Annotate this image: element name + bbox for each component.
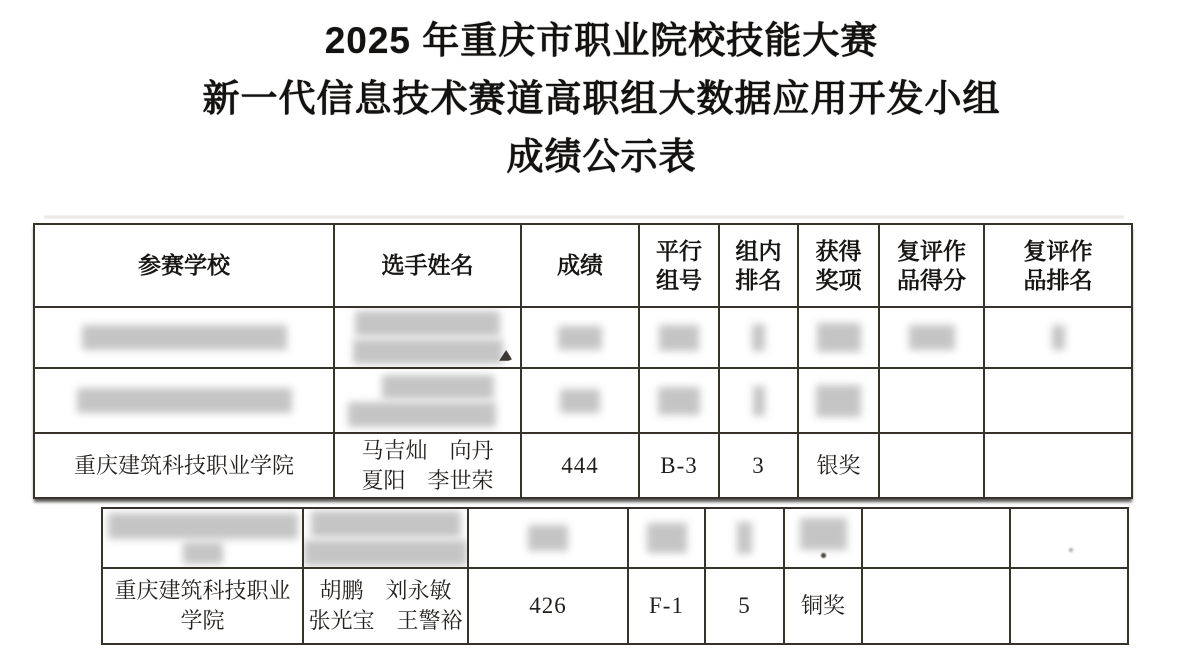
review-score-cell <box>879 368 984 433</box>
group-rank-cell <box>705 508 784 568</box>
scan-artifact-line <box>44 216 1124 218</box>
players-cell <box>334 368 521 433</box>
header-players-label: 选手姓名 <box>381 252 474 278</box>
players-line-1: 马吉灿 向丹 <box>361 437 494 463</box>
parallel-group-cell <box>639 307 719 368</box>
header-cell-school <box>34 224 334 307</box>
award-cell <box>798 368 879 433</box>
header-cell-review-score: 复评作 品得分 <box>879 224 984 307</box>
header-score-label: 成绩 <box>557 252 603 278</box>
header-cell-players <box>334 224 521 307</box>
school-name-line-1: 重庆建筑科技职业 <box>114 578 291 603</box>
review-score-cell <box>862 568 1010 644</box>
players-cell <box>303 508 468 568</box>
document-title <box>0 12 1203 186</box>
results-table-segment-1 <box>33 223 1133 499</box>
table-row-redacted-2 <box>34 368 1132 433</box>
award-cell: 铜奖 <box>784 568 862 644</box>
header-cell-group-rank: 组内 排名 <box>719 224 798 307</box>
group-rank-cell: 5 <box>705 568 784 644</box>
table-row-redacted-1 <box>34 307 1132 368</box>
review-score-cell <box>879 307 984 368</box>
table-row-bronze-award <box>102 568 1128 644</box>
review-rank-cell <box>984 368 1132 433</box>
header-cell-review-rank: 复评作 品排名 <box>984 224 1132 307</box>
school-cell <box>34 368 334 433</box>
players-cell <box>334 307 521 368</box>
header-cell-parallel-group: 平行 组号 <box>639 224 719 307</box>
group-rank-cell <box>719 368 798 433</box>
school-name-line-2: 学院 <box>180 608 225 633</box>
table-row-redacted-3 <box>102 508 1128 568</box>
players-line-2: 夏阳 李世荣 <box>361 467 494 493</box>
parallel-group-cell: B-3 <box>639 433 719 498</box>
award-cell: 银奖 <box>798 433 879 498</box>
score-cell <box>521 307 639 368</box>
school-cell <box>102 568 303 644</box>
group-rank-cell: 3 <box>719 433 798 498</box>
review-rank-cell <box>1010 508 1128 568</box>
score-cell: 444 <box>521 433 639 498</box>
header-school-label: 参赛学校 <box>138 252 230 278</box>
players-cell <box>303 568 468 644</box>
score-cell <box>468 508 628 568</box>
header-cell-score <box>521 224 639 307</box>
award-cell <box>798 307 879 368</box>
header-cell-award: 获得 奖项 <box>798 224 879 307</box>
school-cell <box>102 508 303 568</box>
header-row <box>34 224 1132 307</box>
players-line-1: 胡鹏 刘永敏 <box>319 578 452 603</box>
results-table-segment-2 <box>101 507 1129 645</box>
group-rank-cell <box>719 307 798 368</box>
review-score-cell <box>879 433 984 498</box>
score-cell <box>521 368 639 433</box>
players-line-2: 张光宝 王警裕 <box>308 608 463 633</box>
school-cell <box>34 307 334 368</box>
title-line-1: 2025 年重庆市职业院校技能大赛 <box>324 20 879 61</box>
review-rank-cell <box>1010 568 1128 644</box>
dot-artifact <box>821 553 826 558</box>
school-cell <box>34 433 334 498</box>
parallel-group-cell <box>639 368 719 433</box>
review-rank-cell <box>984 307 1132 368</box>
parallel-group-cell: F-1 <box>628 568 705 644</box>
table-row-silver-award <box>34 433 1132 498</box>
players-cell <box>334 433 521 498</box>
title-line-3: 成绩公示表 <box>506 136 697 177</box>
parallel-group-cell <box>628 508 705 568</box>
school-name: 重庆建筑科技职业学院 <box>73 452 294 478</box>
score-cell: 426 <box>468 568 628 644</box>
review-score-cell <box>862 508 1010 568</box>
title-line-2: 新一代信息技术赛道高职组大数据应用开发小组 <box>202 78 1001 119</box>
review-rank-cell <box>984 433 1132 498</box>
award-cell <box>784 508 862 568</box>
faint-dot-artifact <box>1069 548 1073 552</box>
